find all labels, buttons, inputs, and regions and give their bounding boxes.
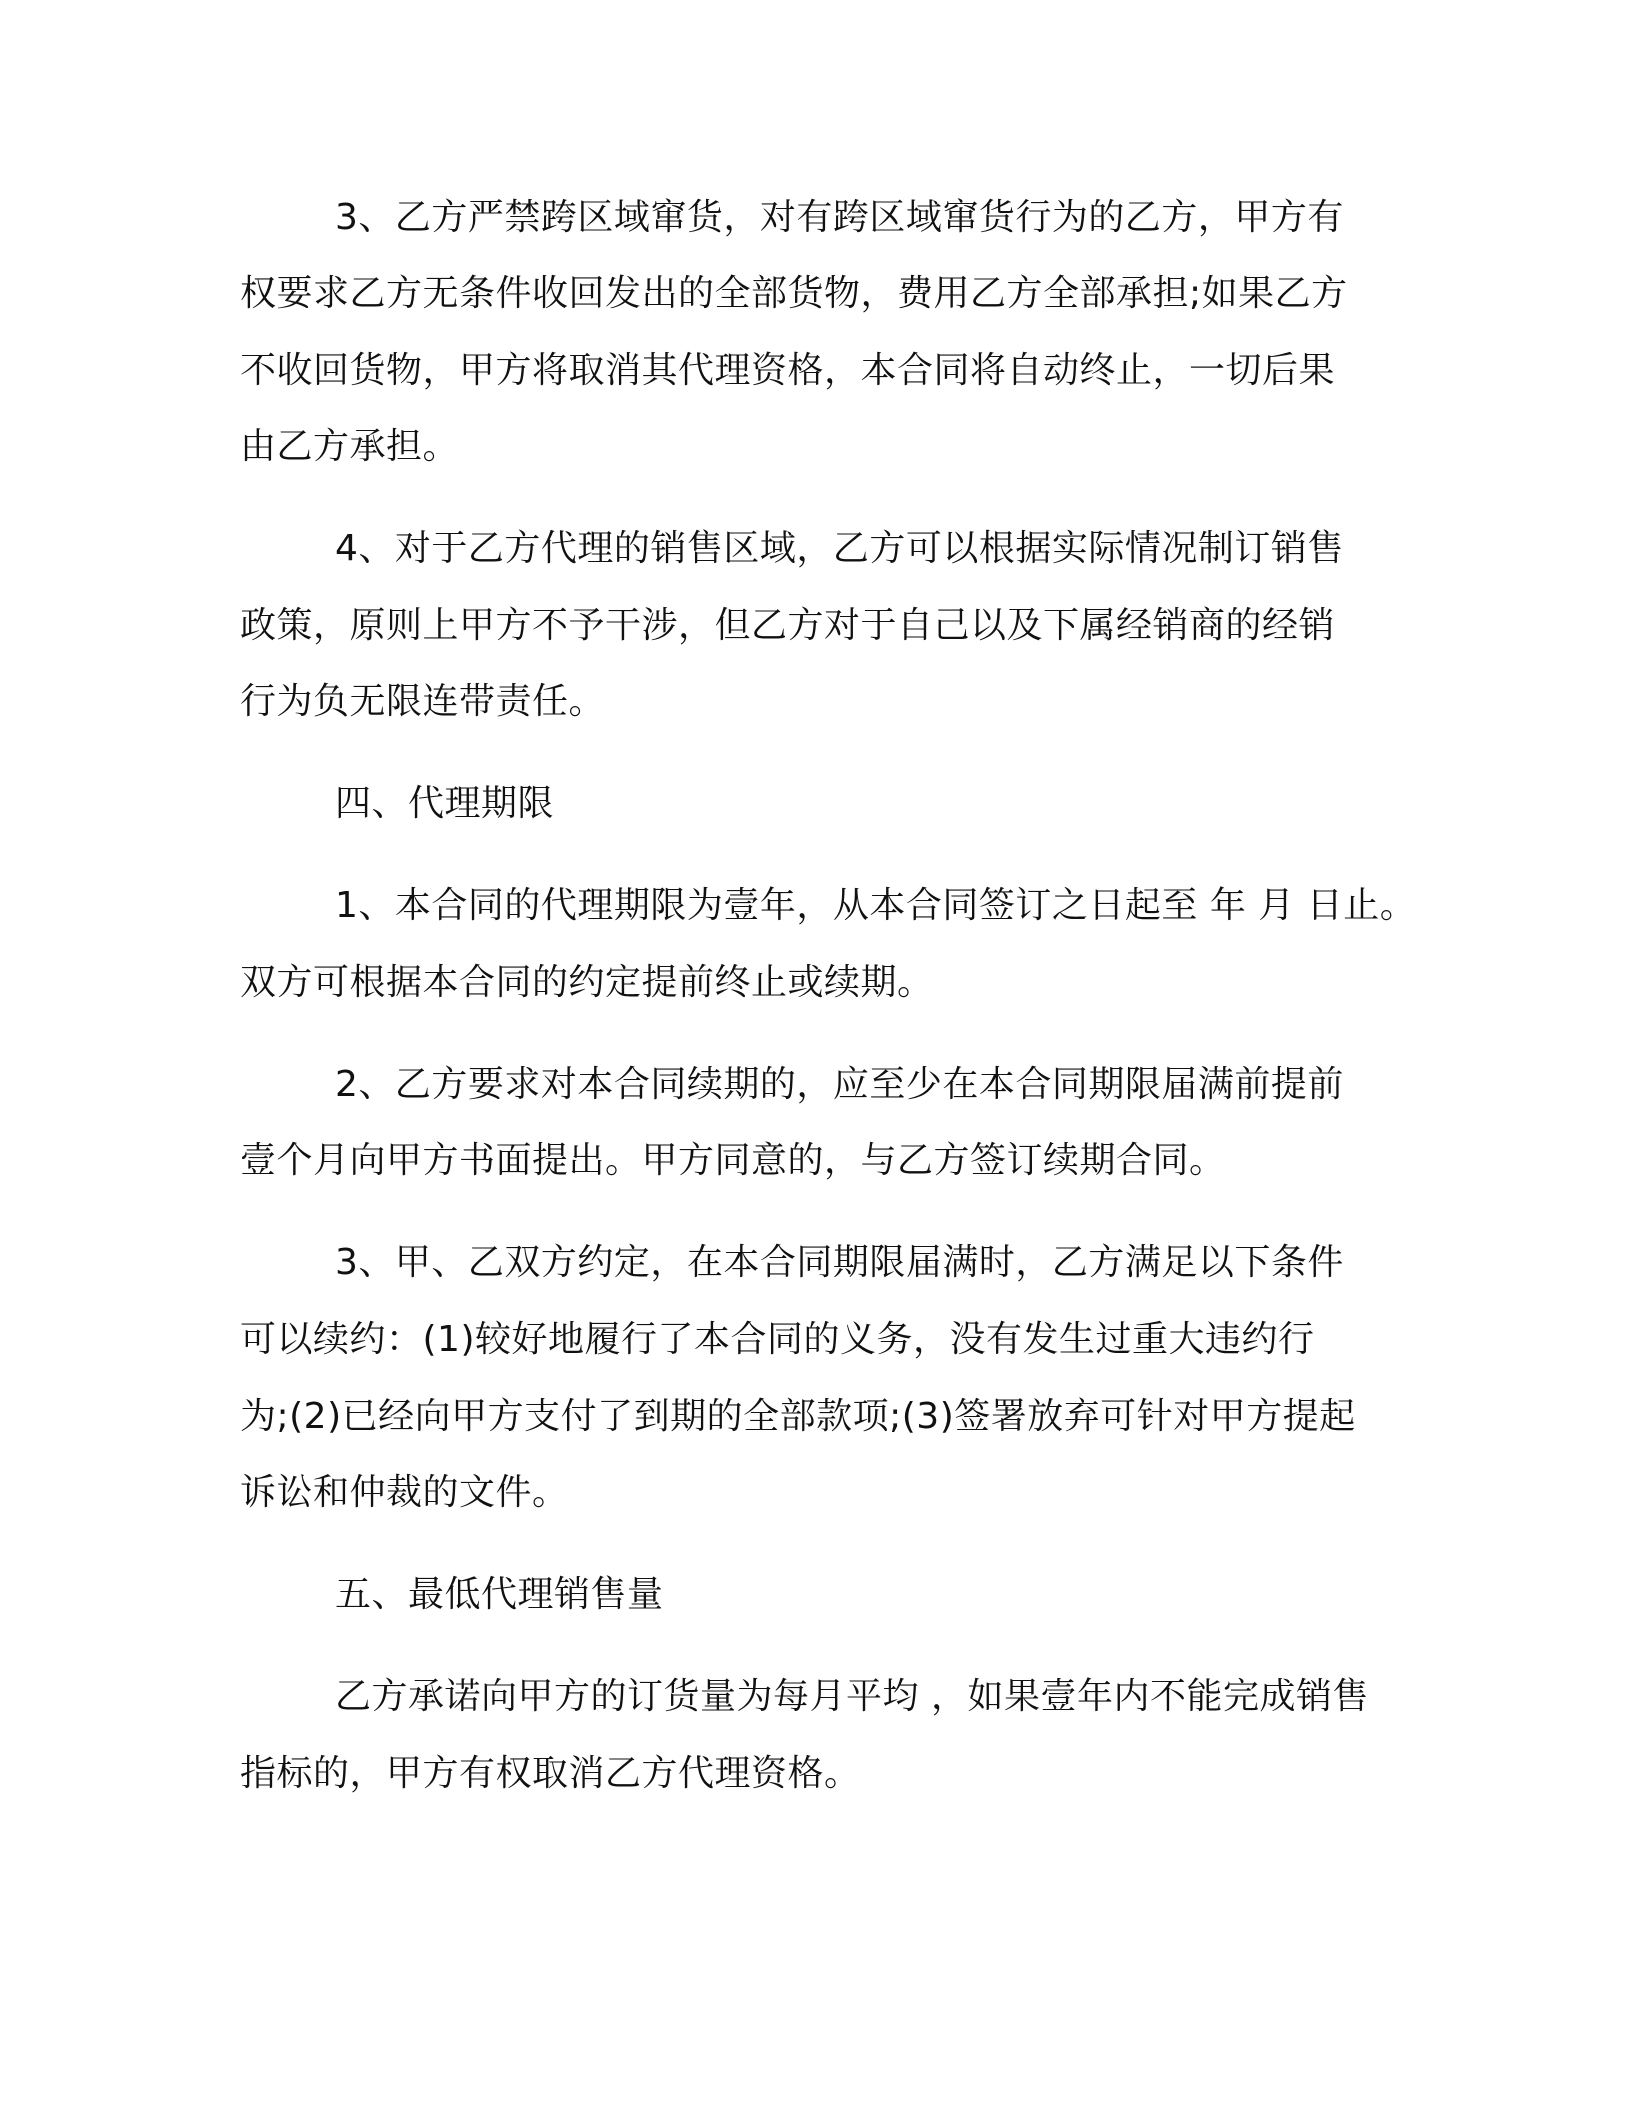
text-line: 政策，原则上甲方不予干涉，但乙方对于自己以及下属经销商的经销 <box>240 605 1336 646</box>
text-line: 诉讼和仲裁的文件。 <box>240 1472 569 1513</box>
text-line: 3、甲、乙双方约定，在本合同期限届满时，乙方满足以下条件 <box>335 1242 1344 1283</box>
text-line: 2、乙方要求对本合同续期的，应至少在本合同期限届满前提前 <box>335 1064 1344 1105</box>
text-line: 可以续约：(1)较好地履行了本合同的义务，没有发生过重大违约行 <box>240 1319 1315 1360</box>
text-line: 壹个月向甲方书面提出。甲方同意的，与乙方签订续期合同。 <box>240 1140 1226 1181</box>
text-line: 4、对于乙方代理的销售区域，乙方可以根据实际情况制订销售 <box>335 528 1344 569</box>
text-line: 乙方承诺向甲方的订货量为每月平均 ，如果壹年内不能完成销售 <box>335 1676 1369 1717</box>
text-line: 指标的，甲方有权取消乙方代理资格。 <box>240 1753 861 1794</box>
section-heading: 五、最低代理销售量 <box>335 1574 664 1615</box>
text-line: 双方可根据本合同的约定提前终止或续期。 <box>240 962 934 1003</box>
text-line: 1、本合同的代理期限为壹年，从本合同签订之日起至 年 月 日止。 <box>335 885 1417 926</box>
text-line: 不收回货物，甲方将取消其代理资格，本合同将自动终止，一切后果 <box>240 350 1336 391</box>
text-line: 由乙方承担。 <box>240 426 460 467</box>
text-line: 3、乙方严禁跨区域窜货，对有跨区域窜货行为的乙方，甲方有 <box>335 197 1344 238</box>
text-line: 为;(2)已经向甲方支付了到期的全部款项;(3)签署放弃可针对甲方提起 <box>240 1396 1356 1437</box>
text-line: 权要求乙方无条件收回发出的全部货物，费用乙方全部承担;如果乙方 <box>240 273 1348 314</box>
section-heading: 四、代理期限 <box>335 783 555 824</box>
text-line: 行为负无限连带责任。 <box>240 681 606 722</box>
